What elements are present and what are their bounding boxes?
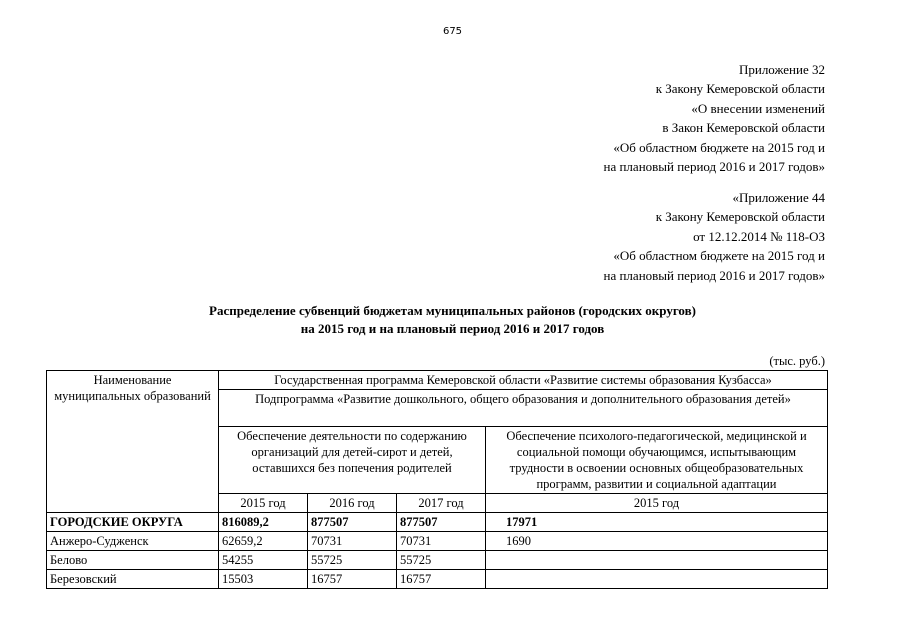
row-value-2016: 877507	[308, 513, 397, 532]
appendix-32-line: Приложение 32	[738, 62, 825, 77]
units-label: (тыс. руб.)	[769, 354, 825, 368]
header-row-program	[47, 371, 828, 390]
appendix-44-line: к Закону Кемеровской области	[655, 209, 825, 225]
appendix-32-line: на плановый период 2016 и 2017 годов»	[603, 159, 825, 175]
title-line-1: Распределение субвенций бюджетам муниципальных районов (городских округов)	[209, 303, 696, 318]
row-value-2017: 70731	[397, 532, 486, 551]
header-year-2015: 2015 год	[219, 494, 308, 513]
table-row	[47, 570, 828, 589]
appendix-32-heading	[604, 60, 826, 176]
header-year-2016: 2016 год	[308, 494, 397, 513]
row-value-2017: 877507	[397, 513, 486, 532]
header-subprogram: Подпрограмма «Развитие дошкольного, общего образования и дополнительного образования детей»	[219, 390, 828, 427]
header-measure-psych-help: Обеспечение психолого-педагогической, медицинской и социальной помощи обучающимся, испытывающим трудности в освоении основных общеобразовательных программ, развитии и социальной адаптации	[486, 427, 828, 494]
document-title	[0, 302, 905, 338]
page-number: 675	[442, 26, 463, 37]
row-value-2017: 16757	[397, 570, 486, 589]
title-line-2: на 2015 год и на плановый период 2016 и 2017 годов	[300, 321, 605, 336]
row-value-psych-2015: 17971	[486, 513, 828, 532]
row-name: Анжеро-Судженск	[47, 532, 219, 551]
appendix-32-line: в Закон Кемеровской области	[662, 120, 825, 136]
appendix-32-line: «О внесении изменений	[691, 100, 825, 116]
table-row	[47, 551, 828, 570]
row-value-2015: 816089,2	[219, 513, 308, 532]
row-value-psych-2015	[486, 551, 828, 570]
subvention-table	[46, 370, 828, 589]
table-row	[47, 532, 828, 551]
appendix-44-line: «Об областном бюджете на 2015 год и	[613, 248, 825, 264]
table-row	[47, 513, 828, 532]
row-value-2015: 54255	[219, 551, 308, 570]
appendix-32-line: к Закону Кемеровской области	[655, 81, 825, 97]
row-value-2015: 15503	[219, 570, 308, 589]
row-name: ГОРОДСКИЕ ОКРУГА	[47, 513, 219, 532]
row-value-psych-2015	[486, 570, 828, 589]
header-program: Государственная программа Кемеровской области «Развитие системы образования Кузбасса»	[219, 371, 828, 390]
appendix-44-line: «Приложение 44	[732, 190, 825, 205]
appendix-44-line: от 12.12.2014 № 118-ОЗ	[693, 228, 825, 244]
appendix-44-heading	[604, 188, 826, 285]
header-measure-orphans: Обеспечение деятельности по содержанию организаций для детей-сирот и детей, оставшихся без попечения родителей	[219, 427, 486, 494]
header-year-2015-psych: 2015 год	[486, 494, 828, 513]
row-value-2017: 55725	[397, 551, 486, 570]
row-name: Белово	[47, 551, 219, 570]
header-municipality: Наименование муниципальных образований	[47, 371, 219, 513]
row-name: Березовский	[47, 570, 219, 589]
appendix-44-line: на плановый период 2016 и 2017 годов»	[603, 267, 825, 283]
row-value-2016: 70731	[308, 532, 397, 551]
appendix-32-line: «Об областном бюджете на 2015 год и	[613, 139, 825, 155]
row-value-2015: 62659,2	[219, 532, 308, 551]
row-value-psych-2015: 1690	[486, 532, 828, 551]
row-value-2016: 16757	[308, 570, 397, 589]
row-value-2016: 55725	[308, 551, 397, 570]
header-year-2017: 2017 год	[397, 494, 486, 513]
